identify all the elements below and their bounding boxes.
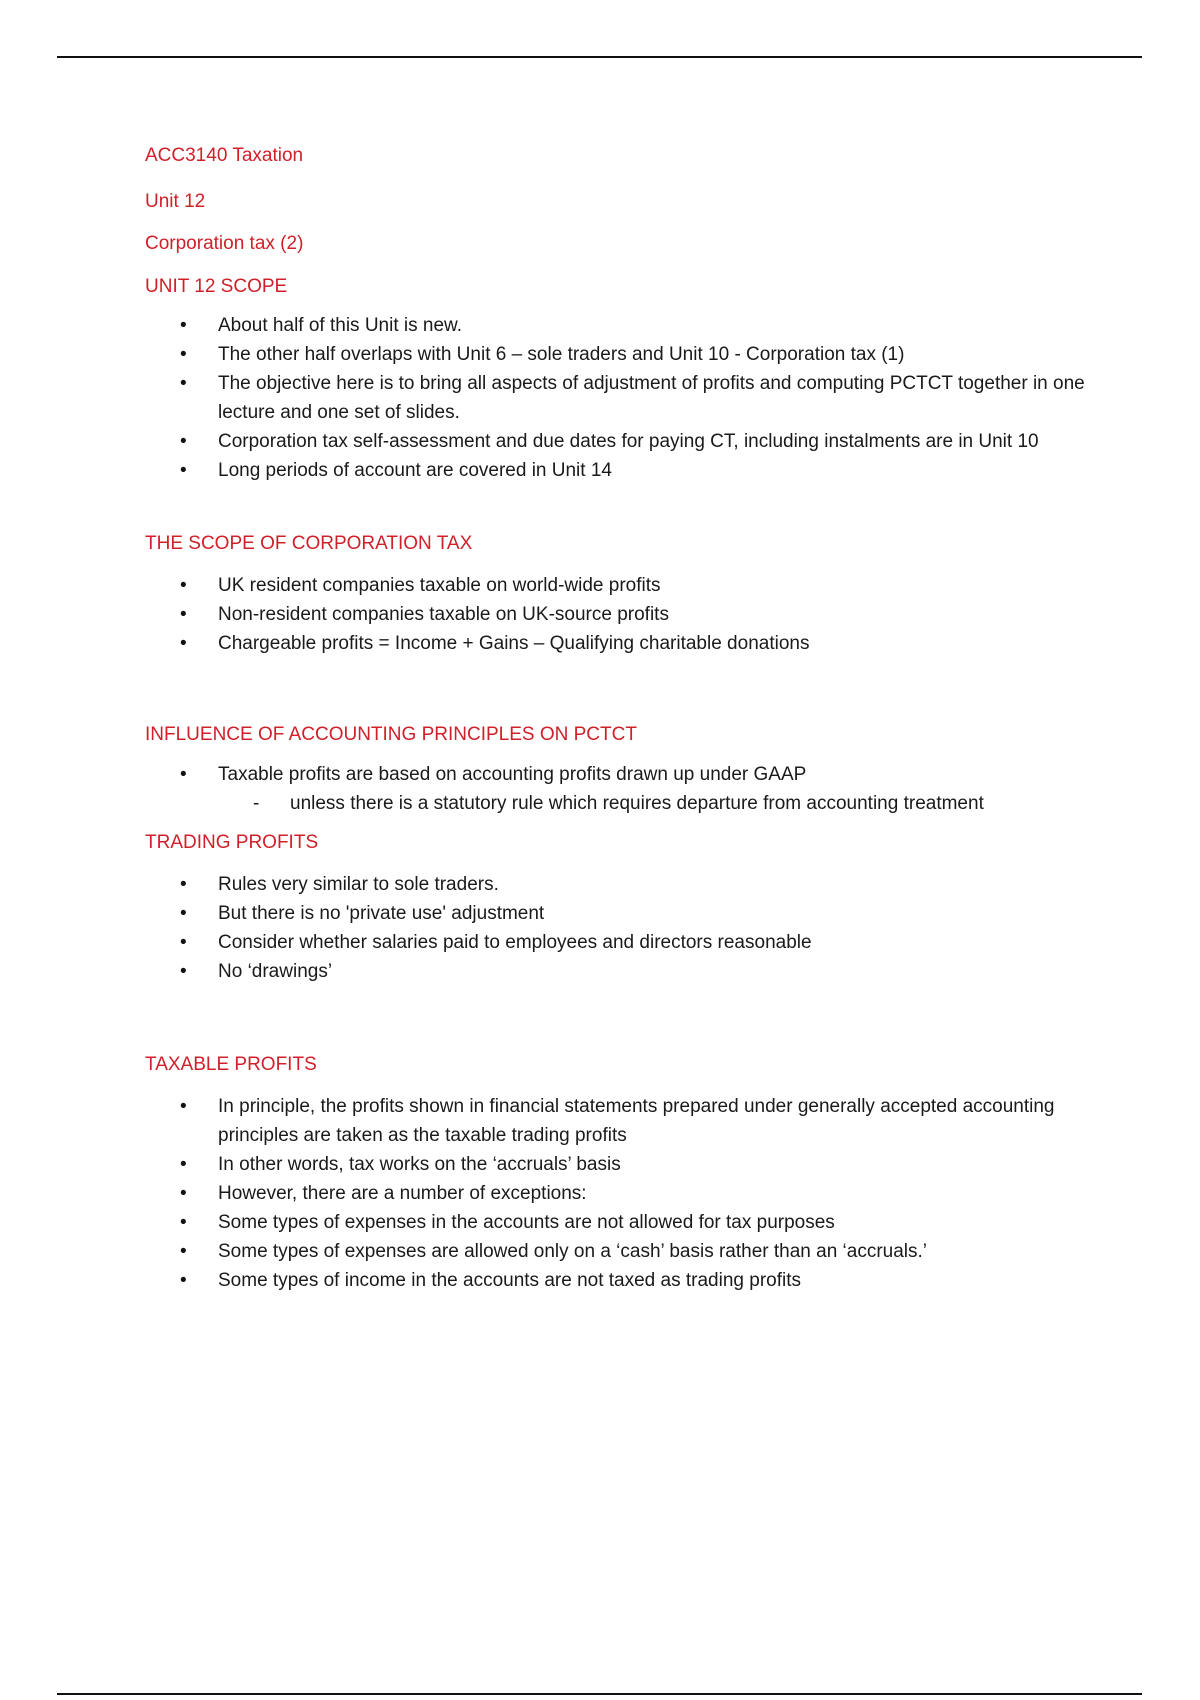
section-heading-taxable: TAXABLE PROFITS (145, 1054, 317, 1075)
section-heading-influence: INFLUENCE OF ACCOUNTING PRINCIPLES ON PCTCT (145, 724, 637, 745)
topic-title: Corporation tax (2) (145, 233, 304, 254)
list-item: • Consider whether salaries paid to employees and directors reasonable (145, 928, 1095, 957)
list-item: • Taxable profits are based on accounting profits drawn up under GAAP (145, 760, 1095, 789)
list-item: • The other half overlaps with Unit 6 – sole traders and Unit 10 - Corporation tax (1) (145, 340, 1095, 369)
section-heading-trading: TRADING PROFITS (145, 832, 319, 853)
list-item: • In principle, the profits shown in financial statements prepared under generally accepted accounting principles are taken as the taxable trading profits (145, 1092, 1095, 1150)
list-item: • Long periods of account are covered in Unit 14 (145, 456, 1095, 485)
section-heading-ct-scope: THE SCOPE OF CORPORATION TAX (145, 533, 473, 554)
list-item: • The objective here is to bring all aspects of adjustment of profits and computing PCTCT together in one lecture and one set of slides. (145, 369, 1095, 427)
taxable-list (145, 1092, 1095, 1295)
section-heading-scope: UNIT 12 SCOPE (145, 276, 288, 297)
list-item: • About half of this Unit is new. (145, 311, 1095, 340)
list-item: • Rules very similar to sole traders. (145, 870, 1095, 899)
influence-sub-list (145, 789, 1095, 818)
list-item: • No ‘drawings’ (145, 957, 1095, 986)
sub-list-item: - unless there is a statutory rule which requires departure from accounting treatment (145, 789, 1095, 818)
influence-list (145, 760, 1095, 789)
list-item: • However, there are a number of exceptions: (145, 1179, 1095, 1208)
top-rule (57, 56, 1142, 58)
ct-scope-list (145, 571, 1095, 658)
scope-list (145, 311, 1095, 485)
list-item: • Some types of income in the accounts are not taxed as trading profits (145, 1266, 1095, 1295)
course-title: ACC3140 Taxation (145, 145, 304, 166)
list-item: • Chargeable profits = Income + Gains – Qualifying charitable donations (145, 629, 1095, 658)
list-item: • But there is no 'private use' adjustment (145, 899, 1095, 928)
list-item: • Some types of expenses are allowed only on a ‘cash’ basis rather than an ‘accruals.’ (145, 1237, 1095, 1266)
list-item: • In other words, tax works on the ‘accruals’ basis (145, 1150, 1095, 1179)
document-body (145, 143, 1095, 1295)
bottom-rule (57, 1693, 1142, 1695)
trading-list (145, 870, 1095, 986)
list-item: • Corporation tax self-assessment and due dates for paying CT, including instalments are in Unit 10 (145, 427, 1095, 456)
unit-label: Unit 12 (145, 191, 206, 212)
list-item: • UK resident companies taxable on world-wide profits (145, 571, 1095, 600)
list-item: • Some types of expenses in the accounts are not allowed for tax purposes (145, 1208, 1095, 1237)
list-item: • Non-resident companies taxable on UK-source profits (145, 600, 1095, 629)
